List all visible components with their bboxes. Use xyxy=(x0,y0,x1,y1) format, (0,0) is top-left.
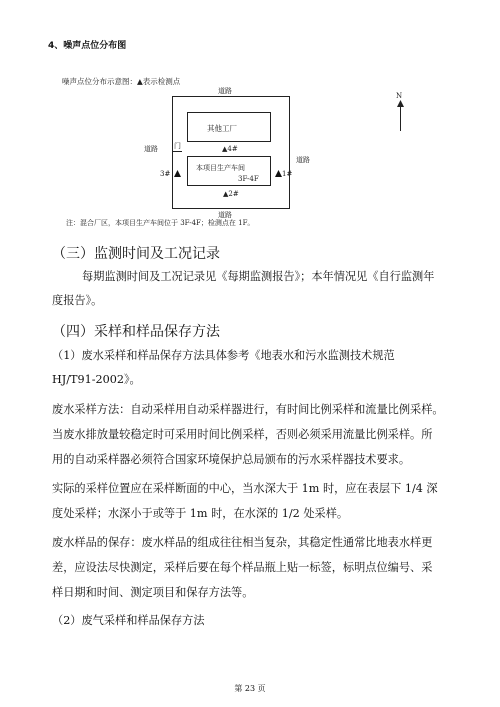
method-line-1: 废水采样方法：自动采样用自动采样器进行，有时间比例采样和流量比例采样。 xyxy=(52,403,444,416)
other-factory-label: 其他工厂 xyxy=(207,124,237,133)
diagram-caption: 噪声点位分布示意图：▲表示检测点 xyxy=(62,77,181,86)
method-line-3: 用的自动采样器必须符合国家环境保护总局颁布的污水采样器技术要求。 xyxy=(52,453,411,466)
road-label-right: 道路 xyxy=(296,156,310,164)
diagram-note: 注：混合厂区，本项目生产车间位于 3F-4F；检测点在 1F。 xyxy=(66,219,255,227)
point-2-marker: ▲2# xyxy=(223,190,239,198)
point-4-marker: ▲4# xyxy=(222,145,238,153)
item-1-line-2: HJ/T91-2002》。 xyxy=(52,373,141,386)
position-line-1: 实际的采样位置应在采样断面的中心，当水深大于 1m 时，应在表层下 1/4 深 xyxy=(52,482,438,495)
road-label-top: 道路 xyxy=(218,87,232,95)
point-3-triangle-icon xyxy=(174,170,181,177)
page-number: 第 23 页 xyxy=(234,684,266,693)
point-3-label: 3# xyxy=(160,170,171,178)
storage-line-1: 废水样品的保存：废水样品的组成往往相当复杂，其稳定性通常比地表水样更 xyxy=(52,536,433,549)
section-3-text-line-2: 度报告》。 xyxy=(52,294,103,307)
gate-label: 门 xyxy=(174,142,181,150)
storage-line-3: 样日期和时间、测定项目和保存方法等。 xyxy=(52,586,254,599)
item-1-line-1: （1）废水采样和样品保存方法具体参考《地表水和污水监测技术规范 xyxy=(52,349,395,362)
method-line-2: 当废水排放量较稳定时可采用时间比例采样，否则必须采用流量比例采样。所 xyxy=(52,428,433,441)
point-1-triangle-icon xyxy=(275,170,282,177)
section-4-sampling-heading: （四）采样和样品保存方法 xyxy=(52,324,220,340)
storage-line-2: 差，应设法尽快测定，采样后要在每个样品瓶上贴一标签，标明点位编号、采 xyxy=(52,561,433,574)
north-label: N xyxy=(396,92,403,100)
section-4-title: 4、噪声点位分布图 xyxy=(48,41,127,51)
section-3-text-line-1: 每期监测时间及工况记录见《每期监测报告》；本年情况见《自行监测年 xyxy=(82,270,435,283)
north-arrow-icon xyxy=(396,100,405,132)
workshop-label: 本项目生产车间 xyxy=(196,164,245,172)
position-line-2: 度处采样；水深小于或等于 1m 时，在水深的 1/2 处采样。 xyxy=(52,507,349,520)
item-2-heading: （2）废气采样和样品保存方法 xyxy=(52,614,205,627)
gate-marker xyxy=(173,151,182,152)
workshop-floors: 3F-4F xyxy=(238,175,259,183)
point-1-label: 1# xyxy=(282,170,293,178)
road-label-left: 道路 xyxy=(144,145,158,153)
section-3-heading: （三）监测时间及工况记录 xyxy=(52,246,220,262)
road-label-bottom: 道路 xyxy=(218,211,232,219)
